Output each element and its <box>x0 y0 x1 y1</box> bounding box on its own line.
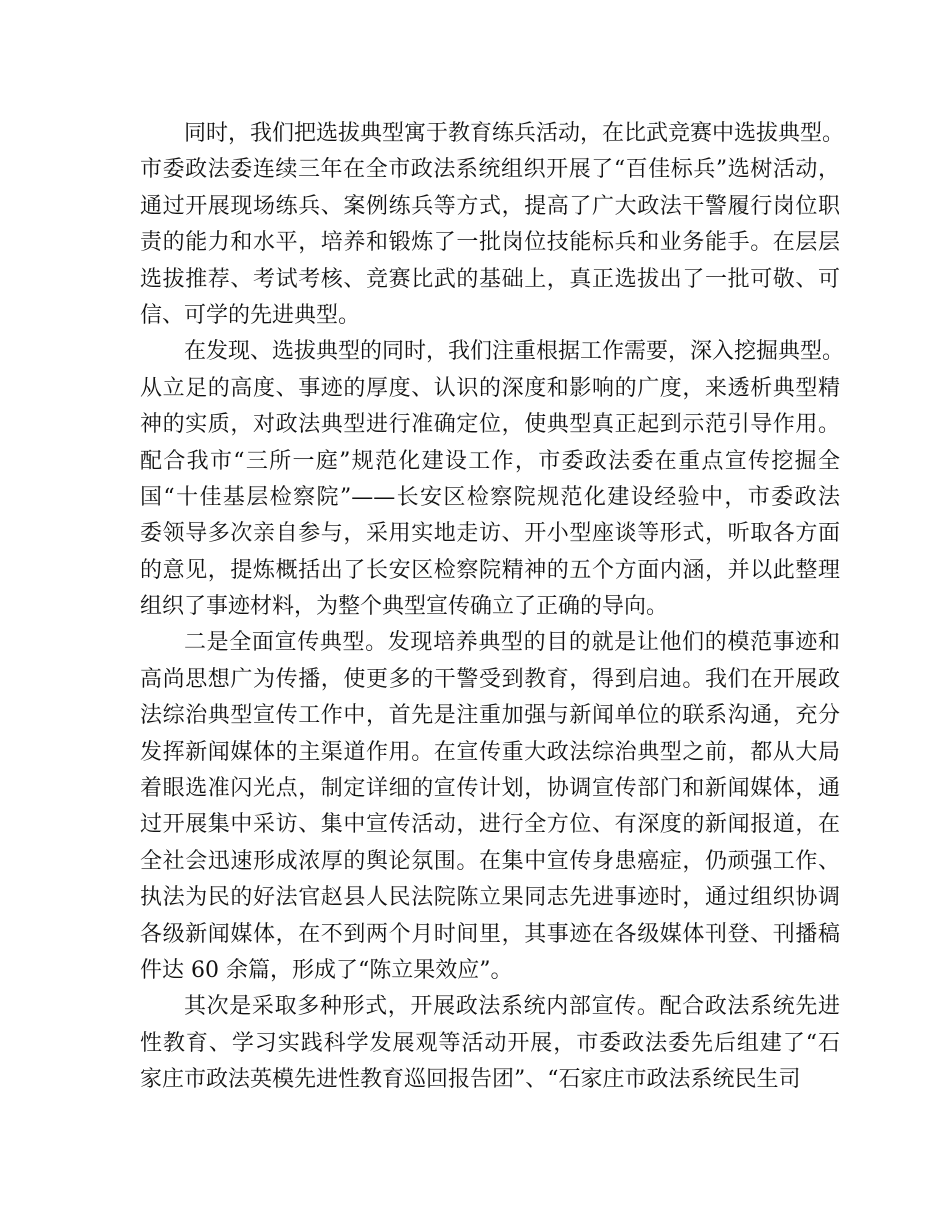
text-line: 信、可学的先进典型。 <box>140 302 361 328</box>
text-line: 配合我市“三所一庭”规范化建设工作，市委政法委在重点宣传挖掘全 <box>140 448 840 474</box>
text-line: 件达 60 余篇，形成了“陈立果效应”。 <box>140 957 513 983</box>
text-line: 家庄市政法英模先进性教育巡回报告团”、“石家庄市政法系统民生司 <box>140 1067 801 1093</box>
text-line: 市委政法委连续三年在全市政法系统组织开展了“百佳标兵”选树活动， <box>140 157 840 183</box>
text-line: 通过开展现场练兵、案例练兵等方式，提高了广大政法干警履行岗位职 <box>140 193 840 219</box>
paragraph <box>140 116 845 334</box>
text-line: 组织了事迹材料，为整个典型宣传确立了正确的导向。 <box>140 594 669 620</box>
text-line: 在发现、选拔典型的同时，我们注重根据工作需要，深入挖掘典型。 <box>184 339 845 365</box>
text-line: 责的能力和水平，培养和锻炼了一批岗位技能标兵和业务能手。在层层 <box>140 230 840 256</box>
text-line: 从立足的高度、事迹的厚度、认识的深度和影响的广度，来透析典型精 <box>140 375 840 401</box>
text-line: 高尚思想广为传播，使更多的干警受到教育，得到启迪。我们在开展政 <box>140 666 840 692</box>
text-line: 同时，我们把选拔典型寓于教育练兵活动，在比武竞赛中选拔典型。 <box>184 121 845 146</box>
text-line: 各级新闻媒体，在不到两个月时间里，其事迹在各级媒体刊登、刊播稿 <box>140 921 840 947</box>
text-line: 性教育、学习实践科学发展观等活动开展，市委政法委先后组建了“石 <box>140 1030 840 1056</box>
text-line: 发挥新闻媒体的主渠道作用。在宣传重大政法综治典型之前，都从大局 <box>140 739 840 765</box>
paragraph <box>140 334 845 625</box>
text-line: 国“十佳基层检察院”——长安区检察院规范化建设经验中，市委政法 <box>140 484 840 510</box>
text-line: 选拔推荐、考试考核、竞赛比武的基础上，真正选拔出了一批可敬、可 <box>140 266 840 292</box>
text-line: 二是全面宣传典型。发现培养典型的目的就是让他们的模范事迹和 <box>184 630 840 656</box>
document-body <box>140 116 845 1099</box>
text-line: 委领导多次亲自参与，采用实地走访、开小型座谈等形式，听取各方面 <box>140 521 840 547</box>
text-line: 过开展集中采访、集中宣传活动，进行全方位、有深度的新闻报道，在 <box>140 812 840 838</box>
text-line: 法综治典型宣传工作中，首先是注重加强与新闻单位的联系沟通，充分 <box>140 703 840 729</box>
paragraph <box>140 625 840 989</box>
text-line: 着眼选准闪光点，制定详细的宣传计划，协调宣传部门和新闻媒体，通 <box>140 776 840 802</box>
text-line: 神的实质，对政法典型进行准确定位，使典型真正起到示范引导作用。 <box>140 412 840 438</box>
text-line: 的意见，提炼概括出了长安区检察院精神的五个方面内涵，并以此整理 <box>140 557 840 583</box>
text-line: 全社会迅速形成浓厚的舆论氛围。在集中宣传身患癌症，仍顽强工作、 <box>140 848 840 874</box>
text-line: 其次是采取多种形式，开展政法系统内部宣传。配合政法系统先进 <box>184 994 840 1020</box>
paragraph <box>140 989 840 1098</box>
text-line: 执法为民的好法官赵县人民法院陈立果同志先进事迹时，通过组织协调 <box>140 885 840 911</box>
